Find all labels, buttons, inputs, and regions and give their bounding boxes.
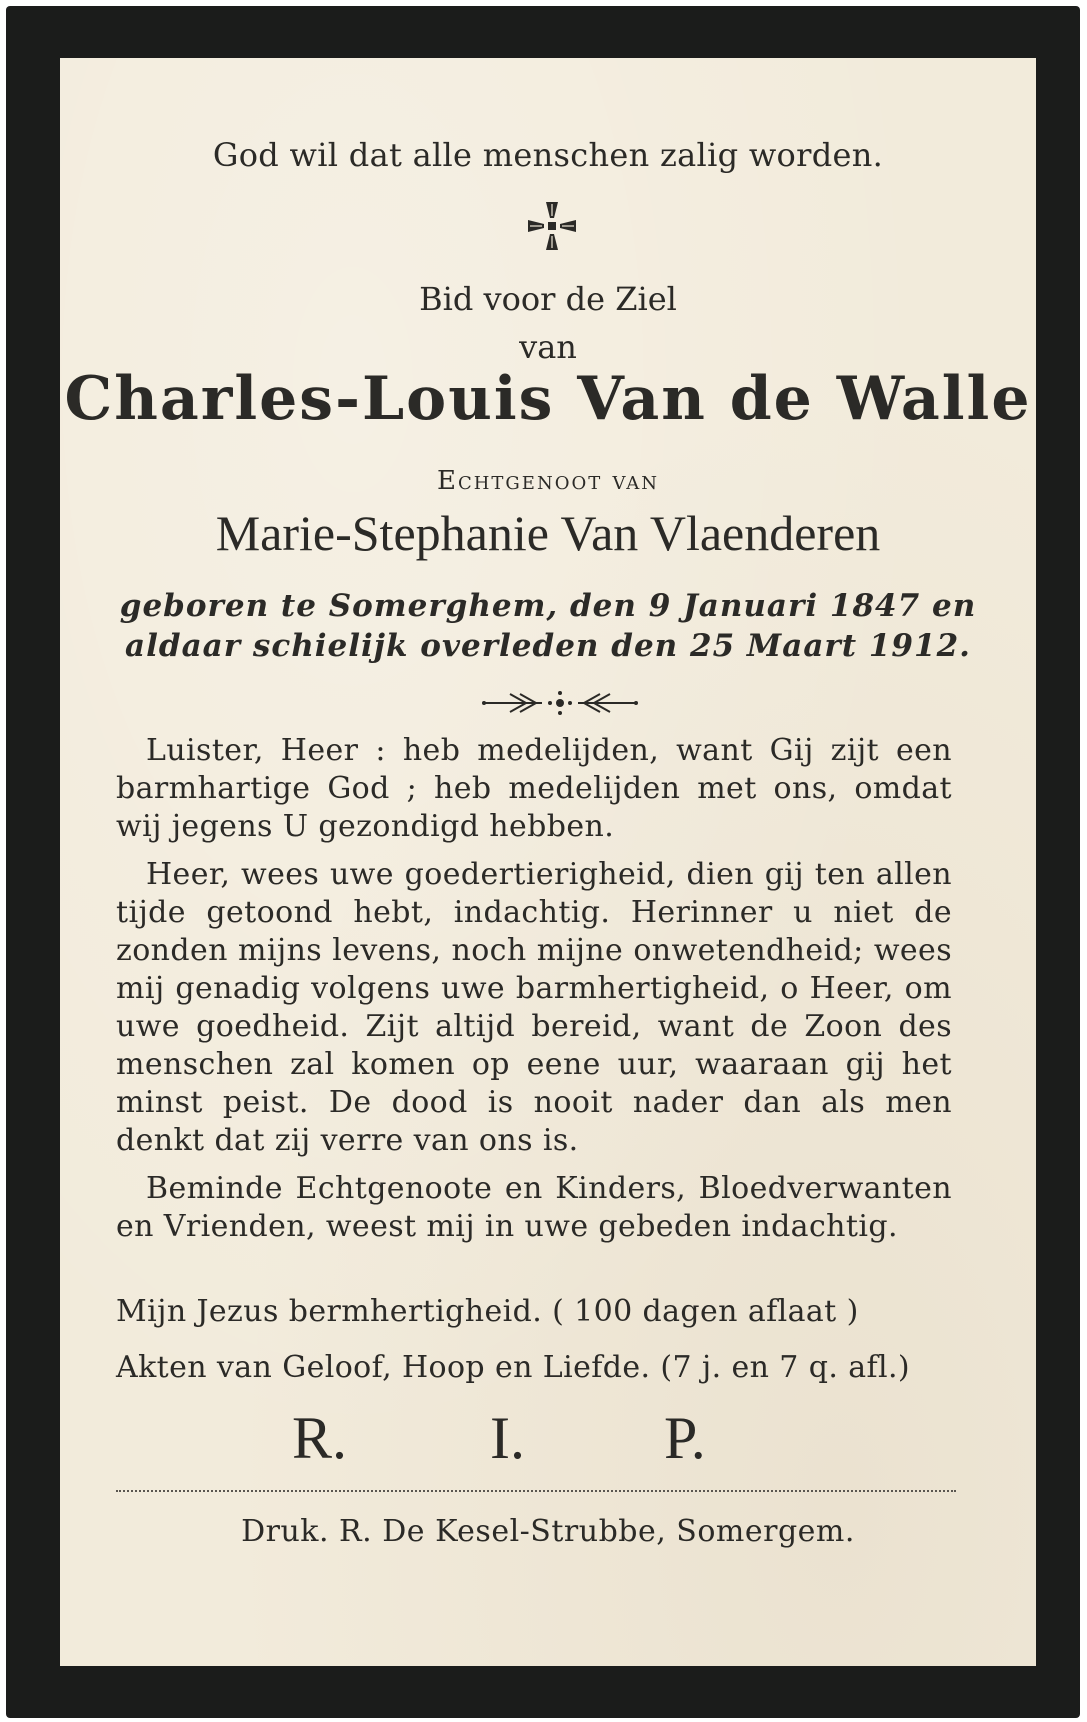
rip-letter: I. xyxy=(490,1405,525,1471)
prayer-text: Heer, wees uwe goedertierigheid, dien gij ten allen tijde getoond hebt, indachtig. Herinner u niet de zonden mijns levens, noch mijne onwetendheid; wees mij genadig volgens uwe barmhertigheid, o Heer, om uwe goedheid. Zijt altijd bereid, want de Zoon des menschen zal komen op eene uur, waaraan gij het minst peist. De dood is nooit nader dan als men denkt dat zij verre van ons is. xyxy=(116,857,952,1158)
prayer-text: Beminde Echtgenoote en Kinders, Bloedverwanten en Vrienden, weest mij in uwe gebeden indachtig. xyxy=(116,1171,952,1244)
death-line: aldaar schielijk overleden den 25 Maart 1912. xyxy=(125,628,971,664)
cross-icon xyxy=(524,198,580,254)
deceased-name: Charles-Louis Van de Walle xyxy=(64,364,1032,434)
van-line: van xyxy=(519,328,577,366)
prayer-paragraph xyxy=(116,1170,952,1246)
dotted-separator xyxy=(116,1490,956,1492)
spouse-of-label: Echtgenoot van xyxy=(436,466,660,496)
pray-line: Bid voor de Ziel xyxy=(419,280,677,318)
rip-letter: R. xyxy=(292,1405,348,1471)
rip-letter: P. xyxy=(664,1405,706,1471)
ornament-divider-icon xyxy=(480,686,640,720)
rip-initials xyxy=(60,1404,1036,1474)
prayer-text: Luister, Heer : heb medelijden, want Gij zijt een barmhartige God ; heb medelijden met ons, omdat wij jegens U gezondigd hebben. xyxy=(116,733,952,844)
birth-line: geboren te Somerghem, den 9 Januari 1847 en xyxy=(119,588,977,624)
spouse-name: Marie-Stephanie Van Vlaenderen xyxy=(215,505,881,561)
indulgence-line: Mijn Jezus bermhertigheid. ( 100 dagen aflaat ) xyxy=(116,1294,859,1329)
printer-credit: Druk. R. De Kesel-Strubbe, Somergem. xyxy=(241,1514,855,1549)
memorial-card xyxy=(60,58,1036,1666)
indulgence-line: Akten van Geloof, Hoop en Liefde. (7 j. en 7 q. afl.) xyxy=(116,1350,911,1385)
prayer-paragraph xyxy=(116,856,952,1160)
motto: God wil dat alle menschen zalig worden. xyxy=(212,136,884,174)
prayer-paragraph xyxy=(116,732,952,846)
